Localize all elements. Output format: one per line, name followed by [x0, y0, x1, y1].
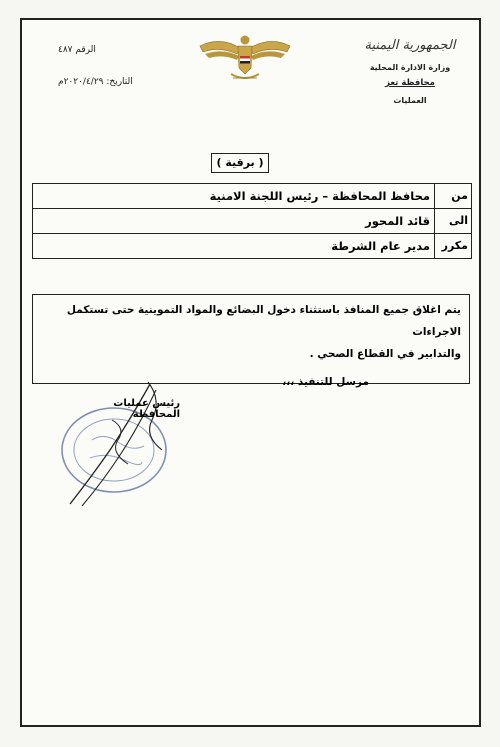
ministry-name: وزارة الادارة المحلية — [369, 63, 451, 72]
department-name: العمليات — [393, 96, 427, 105]
routing-label: من — [434, 184, 471, 208]
routing-row-cc — [33, 234, 471, 258]
body-line: والتدابير في القطاع الصحي . — [309, 348, 461, 360]
routing-value: قائد المحور — [365, 214, 430, 228]
republic-name: الجمهورية اليمنية — [364, 38, 456, 53]
routing-value: محافظ المحافظة – رئيس اللجنة الامنية — [209, 189, 430, 203]
document-type-title: ( برقية ) — [211, 153, 269, 173]
governorate-name: محافظة تعز — [385, 78, 435, 88]
body-line: يتم اغلاق جميع المنافذ باستثناء دخول البضائع والمواد التموينية حتى تستكمل الاجراءات — [66, 304, 461, 338]
routing-row-to — [33, 209, 471, 234]
routing-table — [32, 183, 472, 259]
closing-line: مرسل للتنفيذ ،،، — [282, 376, 369, 388]
message-body — [32, 294, 470, 388]
signatory-title: رئيس عمليات المحافظة — [113, 398, 180, 420]
routing-label: الى — [434, 209, 471, 233]
header-issuer — [350, 38, 470, 105]
routing-value: مدير عام الشرطة — [331, 239, 430, 253]
routing-label: مكرر — [434, 234, 471, 258]
header-reference — [58, 45, 133, 87]
document-date: التاريخ: ٢٠٢٠/٤/٢٩م — [58, 77, 133, 87]
yemen-eagle-emblem-icon — [195, 28, 295, 88]
routing-row-from — [33, 184, 471, 209]
reference-number: الرقم ٤٨٧ — [58, 45, 96, 55]
